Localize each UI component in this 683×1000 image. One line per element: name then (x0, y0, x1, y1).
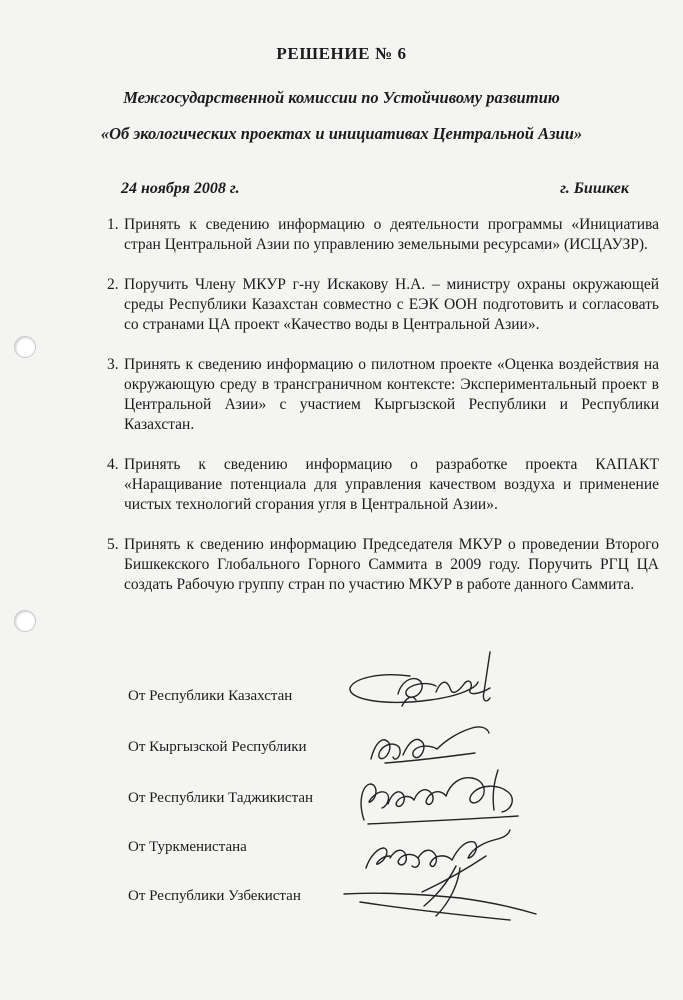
decision-text: Принять к сведению информацию о пилотном проекте «Оценка воздействия на окружающую среду в трансграничном контексте: Экспериментальный проект в Центральной Азии» с участием Кыргызской Республики и Республики Казахстан. (124, 356, 659, 433)
signatory-uzbekistan: От Республики Узбекистан (128, 888, 301, 904)
punch-hole (14, 610, 36, 632)
decision-text: Принять к сведению информацию о деятельности программы «Инициатива стран Центральной Азии по управлению земельными ресурсами» (ИСЦАУЗР). (124, 216, 659, 253)
document-city: г. Бишкек (560, 180, 629, 197)
punch-hole (14, 336, 36, 358)
document-title: РЕШЕНИЕ № 6 (276, 44, 407, 63)
decision-item: 3. Принять к сведению информацию о пилотном проекте «Оценка воздействия на окружающую среду в трансграничном контексте: Экспериментальный проект в Центральной Азии» с участием Кыргызской Республики и Республики Казахстан. (107, 356, 659, 433)
decision-text: Принять к сведению информацию Председателя МКУР о проведении Второго Бишкекского Глобального Горного Саммита в 2009 году. Поручить РГЦ ЦА создать Рабочую группу стран по участию МКУР в работе данного Саммита. (124, 536, 659, 593)
signature-kazakhstan (340, 648, 520, 723)
document-subtitle-topic: «Об экологических проектах и инициативах Центральной Азии» (100, 124, 583, 143)
decision-item: 2. Поручить Члену МКУР г-ну Искакову Н.А. – министру охраны окружающей среды Республики Казахстан совместно с ЕЭК ООН подготовить и согласовать со странами ЦА проект «Качество воды в Центральной Азии». (107, 276, 659, 333)
decision-item: 4. Принять к сведению информацию о разработке проекта КАПАКТ «Наращивание потенциала для управления качеством воздуха и применение чистых технологий сгорания угля в Центральной Азии». (107, 456, 659, 513)
decision-list (107, 215, 659, 615)
decision-text: Поручить Члену МКУР г-ну Искакову Н.А. – министру охраны окружающей среды Республики Казахстан совместно с ЕЭК ООН подготовить и согласовать со странами ЦА проект «Качество воды в Центральной Азии». (124, 276, 659, 333)
decision-item: 1. Принять к сведению информацию о деятельности программы «Инициатива стран Центральной Азии по управлению земельными ресурсами» (ИСЦАУЗР). (107, 216, 659, 253)
signatory-turkmenistan: От Туркменистана (128, 839, 247, 855)
document-subtitle: Межгосударственной комиссии по Устойчивому развитию (123, 88, 560, 107)
signatory-kazakhstan: От Республики Казахстан (128, 688, 293, 704)
signatory-kyrgyzstan: От Кыргызской Республики (128, 739, 307, 755)
decision-text: Принять к сведению информацию о разработке проекта КАПАКТ «Наращивание потенциала для управления качеством воздуха и применение чистых технологий сгорания угля в Центральной Азии». (124, 456, 659, 513)
decision-item: 5. Принять к сведению информацию Председателя МКУР о проведении Второго Бишкекского Глобального Горного Саммита в 2009 году. Поручить РГЦ ЦА создать Рабочую группу стран по участию МКУР в работе данного Саммита. (107, 536, 659, 593)
signatory-tajikistan: От Республики Таджикистан (128, 790, 314, 806)
signature-uzbekistan (340, 862, 540, 928)
document-date: 24 ноября 2008 г. (121, 180, 240, 197)
